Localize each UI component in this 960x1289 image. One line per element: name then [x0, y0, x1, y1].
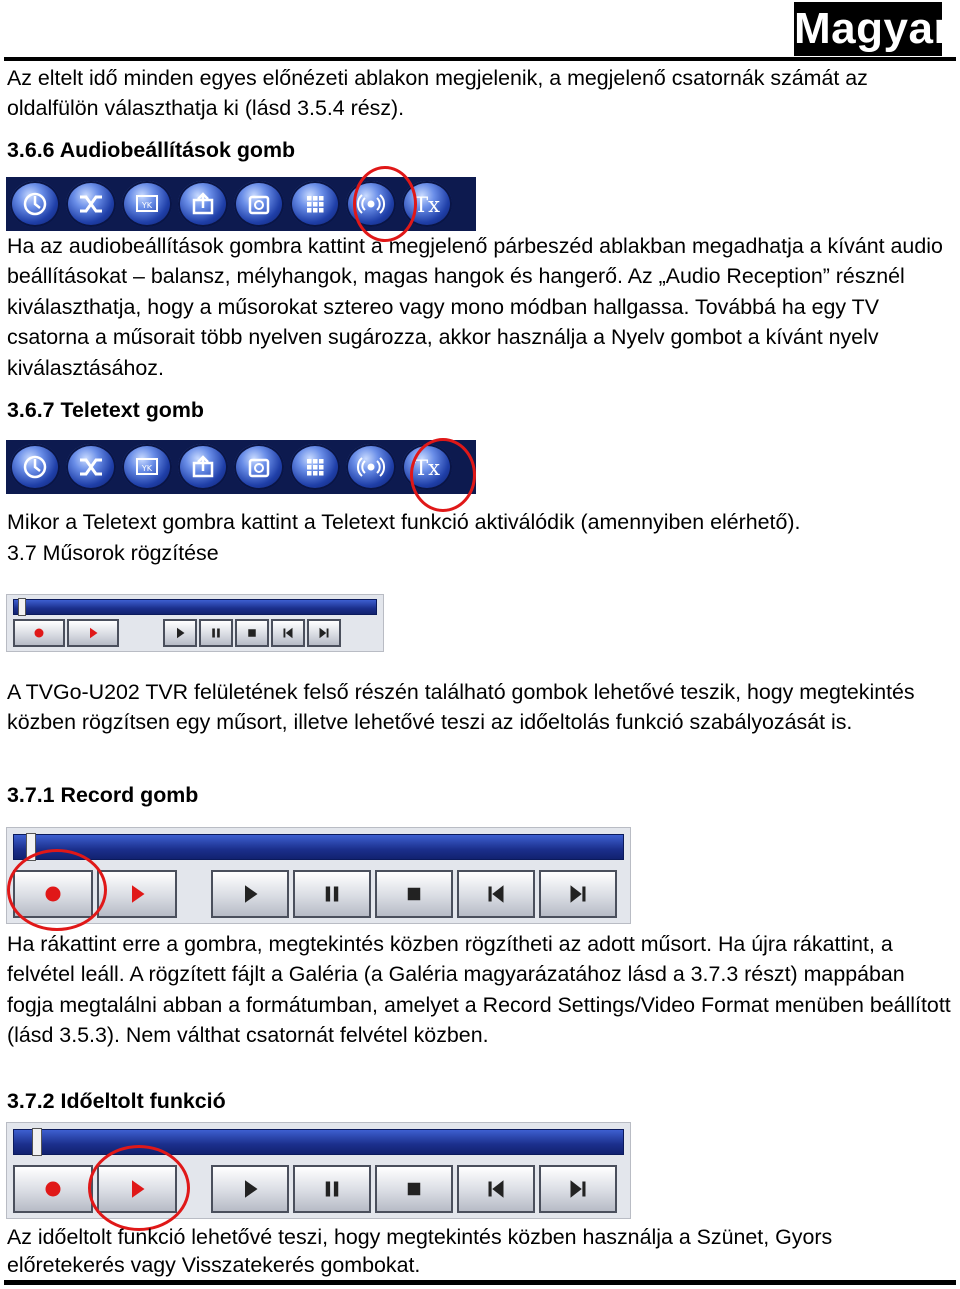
- svg-text:YK: YK: [141, 464, 153, 473]
- play-button[interactable]: [211, 1165, 289, 1213]
- play-icon: [171, 624, 189, 642]
- skip-forward-icon: [315, 624, 333, 642]
- svg-text:Tx: Tx: [414, 456, 440, 480]
- button-spacer: [181, 870, 207, 918]
- record-highlight-circle: [7, 849, 107, 931]
- stop-icon: [399, 879, 429, 909]
- recording-paragraph: A TVGo-U202 TVR felületének felső részén található gombok lehetővé teszik, hogy megtekintés közben rögzítsen egy műsort, illetve lehetővé teszi az időeltolás funkció szabályozását is.: [7, 680, 915, 735]
- teletext-highlight-circle: [410, 438, 476, 512]
- language-tag: Magyar: [794, 2, 942, 56]
- audio-paragraph: Ha az audiobeállítások gombra kattint a megjelenő párbeszéd ablakban megadhatja a kívánt audio beállításokat – balansz, mélyhangok, magas hangok és hangerő. Az „Audio Reception” résznél kiválaszthatja, hogy a műsorokat sztereo vagy mono módban hallgassa. Továbbá ha egy TV csatorna a műsorait több nyelven sugározza, akkor használja a Nyelv gombot a kívánt nyelv kiválasztásához.: [7, 234, 943, 380]
- timeshift-play-button[interactable]: [67, 619, 119, 647]
- record-paragraph: Ha rákattint erre a gombra, megtekintés közben rögzítheti az adott műsort. Ha újra rákattint, a felvétel leáll. A rögzített fájlt a Galéria (a Galéria magyarázatához lásd a 3.7.3 részt) mappában fogja megtalálni abban a formátumban, amelyet a Record Settings/Video Format menüben beállított (lásd 3.5.3). Nem válthat csatornát felvétel közben.: [7, 932, 951, 1048]
- audio-heading: 3.6.6 Audiobeállítások gomb: [7, 138, 296, 162]
- stop-button[interactable]: [375, 1165, 453, 1213]
- timeshift-paragraph: Az időeltolt funkció lehetővé teszi, hogy megtekintés közben használja a Szünet, Gyors előretekerés vagy Visszatekerés gombokat.: [7, 1225, 833, 1277]
- pause-icon: [317, 1174, 347, 1204]
- progress-track[interactable]: [13, 599, 377, 615]
- skip-forward-icon: [563, 1174, 593, 1204]
- skip-back-button[interactable]: [457, 1165, 535, 1213]
- stop-icon: [399, 1174, 429, 1204]
- bottom-rule: [4, 1280, 956, 1285]
- teletext-paragraph: Mikor a Teletext gombra kattint a Teletext funkció aktiválódik (amennyiben elérhető).: [7, 510, 801, 534]
- timeshift-highlight-circle: [88, 1145, 190, 1231]
- stop-button[interactable]: [235, 619, 269, 647]
- audio-icon[interactable]: [346, 444, 396, 490]
- timer-icon[interactable]: [10, 181, 60, 227]
- skip-forward-button[interactable]: [539, 1165, 617, 1213]
- capture-icon[interactable]: [234, 181, 284, 227]
- icon-toolbar-teletext: [6, 440, 476, 494]
- stop-button[interactable]: [375, 870, 453, 918]
- button-spacer: [121, 619, 161, 647]
- timeshift-play-icon: [84, 624, 102, 642]
- recording-heading: 3.7 Műsorok rögzítése: [7, 541, 219, 565]
- timeshift-play-button[interactable]: [97, 870, 177, 918]
- play-icon: [235, 1174, 265, 1204]
- timer-icon[interactable]: [10, 444, 60, 490]
- svg-text:YK: YK: [141, 201, 153, 210]
- play-button[interactable]: [211, 870, 289, 918]
- progress-thumb[interactable]: [32, 1128, 42, 1156]
- record-heading: 3.7.1 Record gomb: [7, 783, 199, 807]
- record-button[interactable]: [13, 619, 65, 647]
- record-icon: [38, 1174, 68, 1204]
- pause-button[interactable]: [293, 870, 371, 918]
- skip-forward-icon: [563, 879, 593, 909]
- crossfade-icon[interactable]: [66, 444, 116, 490]
- timeshift-play-icon: [122, 879, 152, 909]
- export-icon[interactable]: [178, 181, 228, 227]
- record-icon: [30, 624, 48, 642]
- progress-track[interactable]: [13, 834, 624, 860]
- player-controls-small: [6, 594, 384, 652]
- play-button[interactable]: [163, 619, 197, 647]
- skip-back-button[interactable]: [271, 619, 305, 647]
- snapshot-icon[interactable]: [122, 444, 172, 490]
- progress-track[interactable]: [13, 1129, 624, 1155]
- grid-icon[interactable]: [290, 444, 340, 490]
- grid-icon[interactable]: [290, 181, 340, 227]
- pause-button[interactable]: [293, 1165, 371, 1213]
- record-button[interactable]: [13, 1165, 93, 1213]
- snapshot-icon[interactable]: [122, 181, 172, 227]
- skip-forward-button[interactable]: [307, 619, 341, 647]
- teletext-heading: 3.6.7 Teletext gomb: [7, 398, 204, 422]
- skip-back-icon: [279, 624, 297, 642]
- pause-icon: [207, 624, 225, 642]
- top-rule: [4, 57, 956, 61]
- skip-back-icon: [481, 1174, 511, 1204]
- pause-button[interactable]: [199, 619, 233, 647]
- intro-paragraph: Az eltelt idő minden egyes előnézeti ablakon megjelenik, a megjelenő csatornák számát az oldalfülön választhatja ki (lásd 3.5.4 rész).: [7, 66, 868, 121]
- skip-back-icon: [481, 879, 511, 909]
- svg-text:Tx: Tx: [414, 193, 440, 217]
- play-icon: [235, 879, 265, 909]
- pause-icon: [317, 879, 347, 909]
- export-icon[interactable]: [178, 444, 228, 490]
- button-row: [13, 619, 377, 647]
- stop-icon: [243, 624, 261, 642]
- skip-back-button[interactable]: [457, 870, 535, 918]
- capture-icon[interactable]: [234, 444, 284, 490]
- progress-thumb[interactable]: [18, 598, 26, 616]
- crossfade-icon[interactable]: [66, 181, 116, 227]
- timeshift-heading: 3.7.2 Időeltolt funkció: [7, 1089, 226, 1113]
- skip-forward-button[interactable]: [539, 870, 617, 918]
